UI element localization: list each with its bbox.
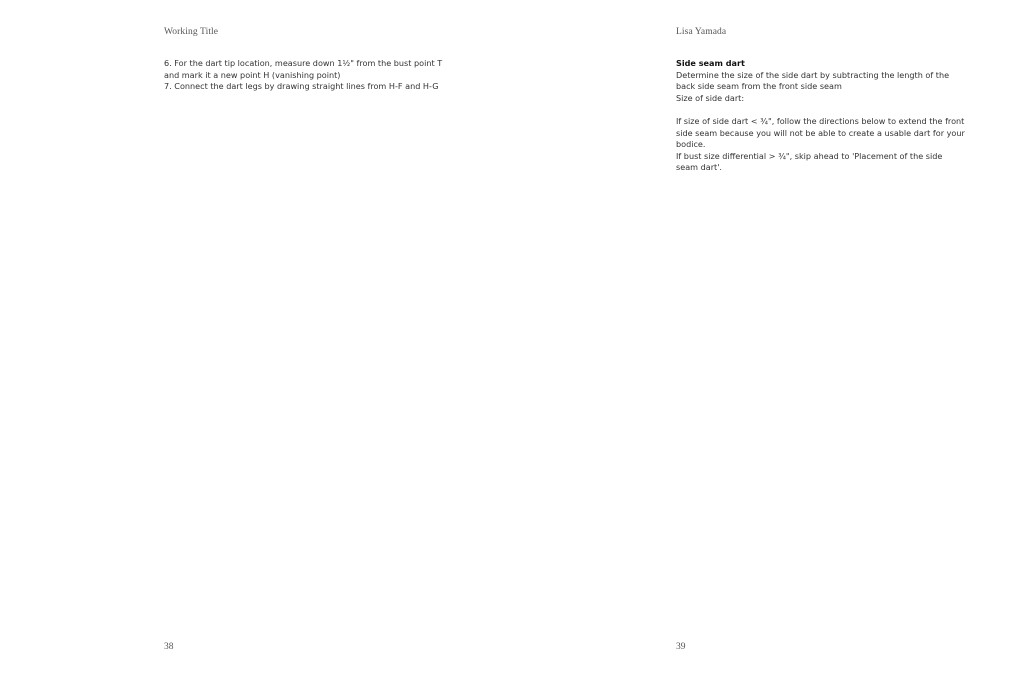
paragraph-determine-size: Determine the size of the side dart by subtracting the length of the back side seam from the front side seam [676,69,950,92]
running-head-title: Working Title [164,27,219,37]
right-page [512,0,1024,677]
left-page-body [164,58,454,93]
paragraph-step-6: 6. For the dart tip location, measure down 1½" from the bust point T and mark it a new point H (vanishing point) [164,58,443,80]
paragraph-greater-than: If bust size differential > ¾", skip ahead to 'Placement of the side seam dart'. [676,150,943,173]
running-head-author: Lisa Yamada [676,27,727,37]
paragraph-less-than: If size of side dart < ¾", follow the directions below to extend the front side seam because you will not be able to create a usable dart for your bodice. [676,115,965,150]
section-heading: Side seam dart [676,58,745,68]
page-number-left: 38 [164,642,174,652]
paragraph-size-label: Size of side dart: [676,92,745,103]
paragraph-step-7: 7. Connect the dart legs by drawing straight lines from H-F and H-G [164,81,439,92]
right-page-body [676,58,966,174]
paragraph-gap [676,104,966,116]
page-number-right: 39 [676,642,686,652]
